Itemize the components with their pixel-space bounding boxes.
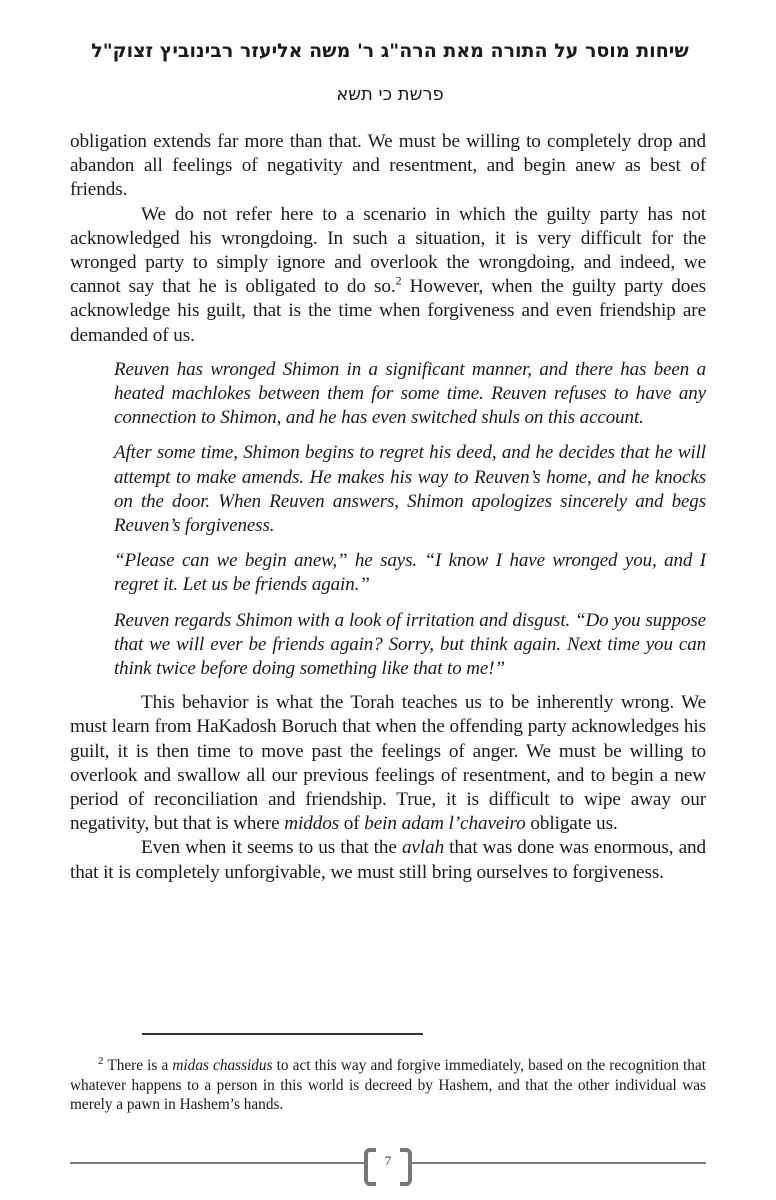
page-number: 7	[384, 1153, 392, 1168]
paragraph	[70, 836, 706, 884]
running-header-title: שיחות מוסר על התורה מאת הרה"ג ר' משה אליעזר רבינוביץ זצוק"ל	[91, 40, 689, 62]
italic-term: middos	[284, 813, 340, 835]
italic-term: bein adam l’chaveiro	[364, 813, 526, 835]
footer-rule-right	[410, 1162, 706, 1164]
footnote-number: 2	[98, 1054, 104, 1067]
paragraph-text: Even when it seems to us that the	[141, 837, 402, 859]
paragraph	[70, 130, 706, 203]
paragraph-text: However, when the guilty party does acknowledge his guilt, that is the time when forgiveness and even friendship are demanded of us.	[70, 276, 706, 346]
paragraph-text: obligate us.	[525, 813, 618, 835]
italic-term: avlah	[401, 837, 445, 859]
footnote-separator	[142, 1033, 423, 1035]
paragraph-text: obligation extends far more than that. We must be willing to completely drop and abandon all feelings of negativity and resentment, and begin anew as best of friends.	[70, 131, 706, 201]
running-header-parsha: פרשת כי תשא	[336, 84, 444, 105]
footer-rule-left	[70, 1162, 366, 1164]
paragraph-text: that was done was enormous, and that it is completely unforgivable, we must still bring ourselves to forgiveness.	[70, 837, 706, 883]
paragraph	[70, 203, 706, 348]
footnote-reference[interactable]: 2	[395, 273, 402, 288]
main-text	[70, 130, 706, 885]
paragraph-text: We do not refer here to a scenario in which the guilty party has not acknowledged his wrongdoing. In such a situation, it is very difficult for the wronged party to simply ignore and overlook the wrongdoing, and indeed, we cannot say that he is obligated to do so.	[70, 203, 706, 298]
story-quote: Reuven regards Shimon with a look of irritation and disgust. “Do you suppose that we will ever be friends again? Sorry, but think again. Next time you can think twice before doing something like that to me!”	[114, 609, 706, 680]
footnote-text: to act this way and forgive immediately, based on the recognition that whatever happens to a person in this world is decreed by Hashem, and that the other individual was merely a pawn in Hashem’s hands.	[70, 1057, 706, 1113]
left-brace-ornament	[364, 1148, 376, 1186]
story-quote: “Please can we begin anew,” he says. “I know I have wronged you, and I regret it. Let us be friends again.”	[114, 550, 706, 596]
paragraph-text: of	[339, 813, 365, 835]
story-quote: After some time, Shimon begins to regret his deed, and he decides that he will attempt to make amends. He makes his way to Reuven’s home, and he knocks on the door. When Reuven answers, Shimon apologizes sincerely and begs Reuven’s forgiveness.	[114, 442, 706, 537]
story-quote: Reuven has wronged Shimon in a significant manner, and there has been a heated machlokes between them for some time. Reuven refuses to have any connection to Shimon, and he has even switched shuls on this account.	[114, 358, 706, 429]
italic-term: midas chassidus	[172, 1057, 273, 1074]
footnote	[70, 1056, 706, 1115]
paragraph-text: This behavior is what the Torah teaches us to be inherently wrong. We must learn from HaKadosh Boruch that when the offending party acknowledges his guilt, it is then time to move past the feelings of anger. We must be willing to overlook and swallow all our previous feelings of resentment, and to begin a new period of reconciliation and friendship. True, it is difficult to wipe away our negativity, but that is where	[70, 692, 706, 835]
paragraph	[70, 691, 706, 836]
footnote-text: There is a	[103, 1057, 173, 1074]
right-brace-ornament	[400, 1148, 412, 1186]
